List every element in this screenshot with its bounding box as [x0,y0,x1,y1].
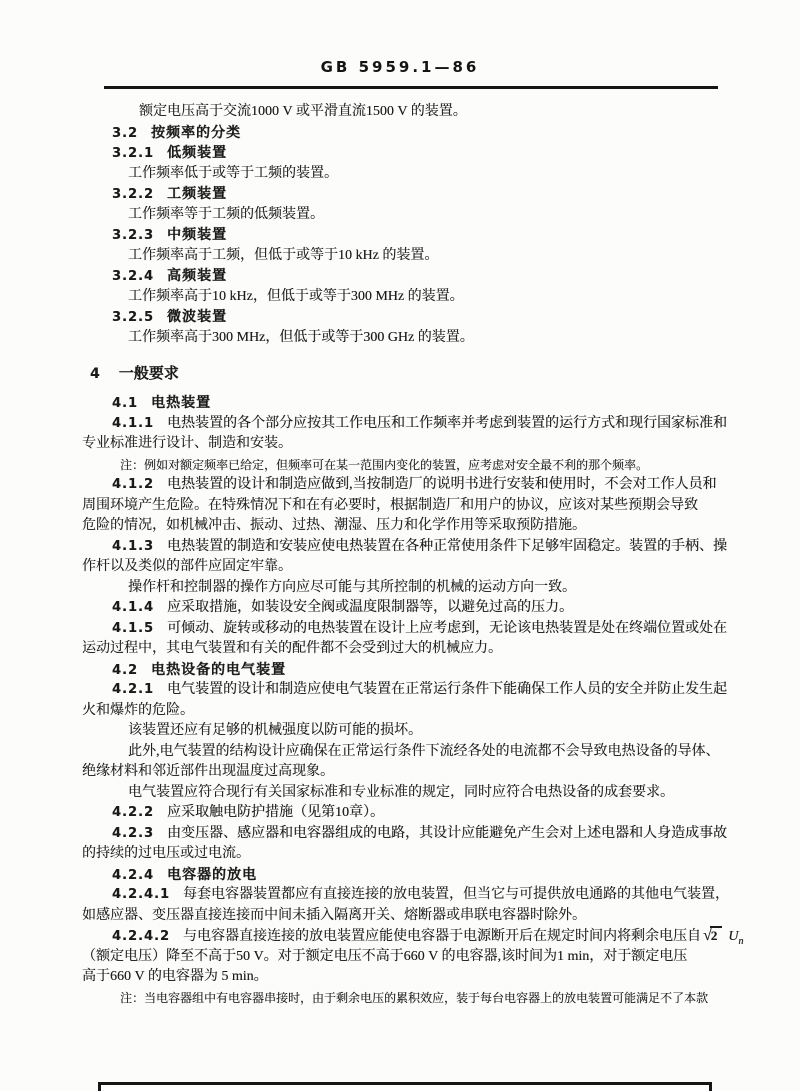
line-text: 注：当电容器组中有电容器串接时，由于剩余电压的累积效应，装于每台电容器上的放电装置可能满足不了本款 [120,990,709,1005]
clause-4-2-4-2 [82,926,742,947]
text-line [82,328,742,349]
text-line [82,496,742,517]
clause-number: 3.2.5 [112,310,155,325]
clause-3-2-4 [82,266,742,287]
text-line [82,639,742,660]
line-text: 绝缘材料和邻近部件出现温度过高现象。 [82,764,334,779]
clause-4-2-3 [82,824,742,845]
line-text: 操作杆和控制器的操作方向应尽可能与其所控制的机械的运动方向一致。 [128,579,576,595]
formula-subscript: n [738,935,744,947]
clause-4-1-2 [82,475,742,496]
clause-3-2-5 [82,307,742,328]
radicand: 2 [710,926,723,944]
text-line [82,516,742,537]
text-line [82,701,742,722]
clause-number: 3.2.4 [112,269,155,284]
line-text: 应采取触电防护措施（见第10章）。 [167,805,385,820]
line-text: 危险的情况，如机械冲击、振动、过热、潮湿、压力和化学作用等采取预防措施。 [82,518,586,533]
section-heading-4 [82,361,742,385]
line-text: 专业标准进行设计、制造和安装。 [82,436,292,451]
clause-number: 4.2 [112,662,139,678]
text-line [82,783,742,804]
clause-4-2-4-1 [82,885,742,906]
clause-number: 4.2.1 [112,682,155,697]
line-text: 如感应器、变压器直接连接而中间未插入隔离开关、熔断器或串联电容器时除外。 [82,907,586,923]
formula-variable: $U_n$ [728,929,744,947]
line-text: 作杆以及类似的部件应固定牢靠。 [82,559,292,574]
clause-4-2-1 [82,680,742,701]
text-line [82,742,742,763]
text-line [82,844,742,865]
clause-4-2 [82,660,742,681]
line-text: 电气装置应符合现行有关国家标准和专业标准的规定，同时应符合电热设备的成套要求。 [128,784,674,800]
line-text: 中频装置 [167,227,228,243]
line-text: 应采取措施，如装设安全阀或温度限制器等，以避免过高的压力。 [167,600,574,615]
text-line [82,967,742,988]
clause-number: 4.1.5 [112,620,155,636]
line-text: 额定电压高于交流1000 V 或平滑直流1500 V 的装置。 [139,104,467,119]
line-text: 可倾动、旋转或移动的电热装置在设计上应考虑到，无论该电热装置是处在终端位置或处在 [167,620,728,636]
clause-number: 3.2.3 [112,228,155,243]
line-text: 每套电容器装置都应有直接连接的放电装置，但当它与可提供放电通路的其他电气装置， [183,887,729,902]
line-text: 电容器的放电 [167,866,258,883]
line-text: 电热装置 [151,395,212,411]
line-text: （额定电压）降至不高于50 V。对于额定电压不高于660 V 的电容器,该时间为1 min，对于额定电压 [82,948,688,964]
clause-number: 4.2.3 [112,825,155,841]
line-text: 周围环境产生危险。在特殊情况下和在有必要时，根据制造厂和用户的协议，应该对某些预期会导致 [82,497,698,513]
line-text: 工作频率高于工频，但低于或等于10 kHz 的装置。 [128,247,439,263]
clause-4-2-2 [82,803,742,824]
line-text: 此外,电气装置的结构设计应确保在正常运行条件下流经各处的电流都不会导致电热设备的导体、 [128,743,720,759]
standard-number: GB 5959.1—86 [320,58,480,76]
sqrt-radical-icon: √ [703,927,712,944]
document-body [82,102,742,1008]
clause-4-1-4 [82,598,742,619]
clause-number: 4.2.4 [112,867,155,883]
clause-number: 4.1.2 [112,477,155,492]
text-line [82,246,742,267]
line-text: 注：例如对额定频率已给定，但频率可在某一范围内变化的装置，应考虑对安全最不利的那个频率。 [120,457,649,472]
text-line [82,557,742,578]
line-text: 电气装置的设计和制造应使电气装置在正常运行条件下能确保工作人员的安全并防止发生起 [167,682,728,697]
line-text: 电热装置的制造和安装应使电热装置在各种正常使用条件下足够牢固稳定。装置的手柄、操 [167,538,728,554]
text-line [82,205,742,226]
clause-4-1 [82,393,742,414]
clause-number: 4.2.2 [112,805,155,820]
line-text: 电热设备的电气装置 [151,661,287,678]
line-text: 工作频率等于工频的低频装置。 [128,206,324,222]
line-text: 电热装置的各个部分应按其工作电压和工作频率并考虑到装置的运行方式和现行国家标准和 [167,415,728,431]
text-line [82,578,742,599]
clause-number: 4.1.1 [112,415,155,431]
note-line [82,455,742,476]
clause-3-2-2 [82,184,742,205]
clause-3-2-3 [82,225,742,246]
text-line [82,164,742,185]
clause-4-2-4 [82,865,742,886]
text-line [82,287,742,308]
text-line [82,434,742,455]
clause-number: 4.1 [112,396,139,411]
line-text: 电热装置的设计和制造应做到,当按制造厂的说明书进行安装和使用时，不会对工作人员和 [167,477,717,492]
clause-number: 3.2.1 [112,146,155,161]
line-text: 工作频率低于或等于工频的装置。 [128,165,338,181]
text-line [82,721,742,742]
line-text: 与电容器直接连接的放电装置应能使电容器于电源断开后在规定时间内将剩余电压自 [183,929,701,944]
line-text: 高于660 V 的电容器为 5 min。 [82,969,268,984]
clause-number: 4 [90,366,101,382]
clause-number: 4.1.4 [112,600,155,615]
note-line [82,988,742,1009]
text-line [82,906,742,927]
line-text: 由变压器、感应器和电容器组成的电路，其设计应能避免产生会对上述电器和人身造成事故 [167,825,728,841]
line-text: 按频率的分类 [151,124,242,141]
clause-4-1-5 [82,619,742,640]
line-text: 高频装置 [167,268,228,284]
line-text: 运动过程中，其电气装置和有关的配件都不会受到过大的机械应力。 [82,641,502,656]
line-text: 微波装置 [167,309,228,325]
clause-number: 4.1.3 [112,538,155,554]
clause-number: 4.2.4.1 [112,887,170,902]
clause-number: 3.2 [112,125,139,141]
text-line [82,947,742,968]
line-text: 该装置还应有足够的机械强度以防可能的损坏。 [128,723,422,738]
clause-3-2 [82,123,742,144]
text-line [82,762,742,783]
line-text: 火和爆炸的危险。 [82,702,194,718]
line-text: 工作频率高于300 MHz，但低于或等于300 GHz 的装置。 [128,329,474,345]
clause-4-1-3 [82,537,742,558]
line-text: 的持续的过电压或过电流。 [82,846,250,861]
header-divider [104,86,718,89]
line-text: 低频装置 [167,145,228,161]
text-line [82,102,742,123]
clause-4-1-1 [82,414,742,435]
line-text: 工频装置 [167,186,228,202]
line-text: 工作频率高于10 kHz，但低于或等于300 MHz 的装置。 [128,288,464,304]
clause-3-2-1 [82,143,742,164]
line-text: 一般要求 [118,364,179,382]
clause-number: 4.2.4.2 [112,929,170,944]
footer-box [98,1082,712,1091]
clause-number: 3.2.2 [112,187,155,202]
